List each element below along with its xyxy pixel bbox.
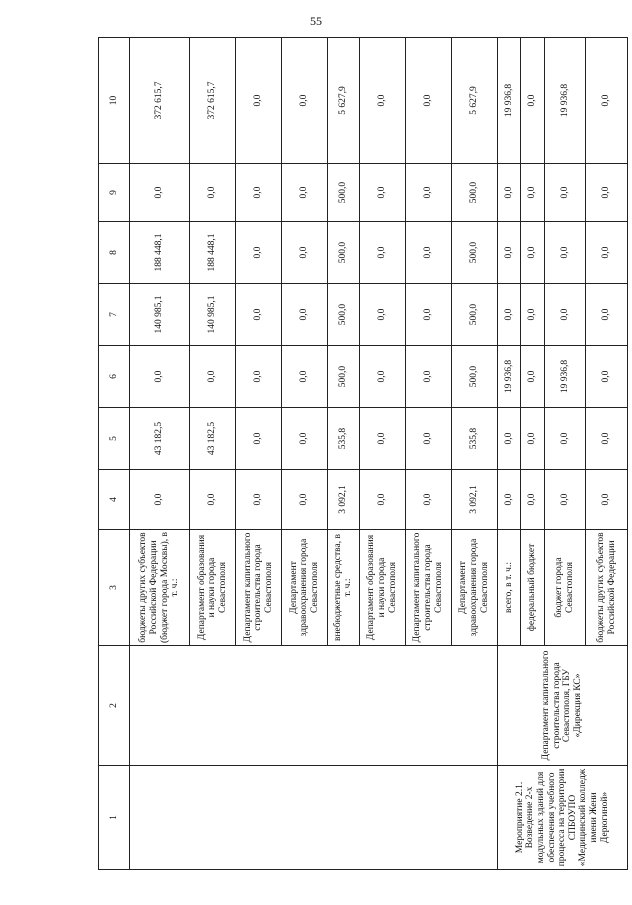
value-cell: 0,0 [586, 38, 628, 164]
value-cell: 188 448,1 [130, 222, 190, 284]
funding-source: Департамент здравоохранения города Севастополя [281, 530, 327, 646]
value-cell: 0,0 [235, 164, 281, 222]
table-row [497, 38, 520, 870]
value-cell: 140 985,1 [190, 284, 236, 346]
value-cell: 0,0 [190, 346, 236, 408]
value-cell: 0,0 [130, 470, 190, 530]
value-cell: 3 092,1 [451, 470, 497, 530]
value-cell: 0,0 [544, 164, 586, 222]
value-cell: 500,0 [451, 284, 497, 346]
event-cell-blank [130, 766, 498, 870]
col-header: 7 [99, 284, 130, 346]
value-cell: 0,0 [405, 408, 451, 470]
value-cell: 0,0 [544, 470, 586, 530]
value-cell: 0,0 [359, 408, 405, 470]
header-row [99, 38, 130, 870]
value-cell: 500,0 [451, 164, 497, 222]
value-cell: 0,0 [281, 164, 327, 222]
value-cell: 0,0 [544, 284, 586, 346]
value-cell: 0,0 [521, 346, 544, 408]
executor-cell-blank [130, 646, 498, 766]
value-cell: 0,0 [497, 408, 520, 470]
value-cell: 0,0 [359, 222, 405, 284]
value-cell: 5 627,9 [451, 38, 497, 164]
value-cell: 500,0 [327, 222, 359, 284]
value-cell: 140 985,1 [130, 284, 190, 346]
value-cell: 0,0 [521, 38, 544, 164]
funding-source: бюджеты других субъектов Российской Федерации (бюджет города Москвы), в т. ч.: [130, 530, 190, 646]
value-cell: 3 092,1 [327, 470, 359, 530]
value-cell: 0,0 [405, 38, 451, 164]
budget-table [98, 37, 628, 870]
funding-source: Департамент образования и науки города Севастополя [190, 530, 236, 646]
value-cell: 0,0 [359, 284, 405, 346]
event-name: Мероприятие 2.1. Возведение 2-х модульных зданий для обеспечения учебного процесса на территории СПБОУПО «Медицинский колледж имени Жени Дерюгиной» [497, 766, 627, 870]
value-cell: 535,8 [451, 408, 497, 470]
value-cell: 0,0 [359, 38, 405, 164]
value-cell: 19 936,8 [544, 38, 586, 164]
value-cell: 535,8 [327, 408, 359, 470]
value-cell: 0,0 [235, 222, 281, 284]
value-cell: 0,0 [586, 408, 628, 470]
value-cell: 0,0 [190, 470, 236, 530]
value-cell: 372 615,7 [190, 38, 236, 164]
value-cell: 0,0 [497, 284, 520, 346]
col-header: 1 [99, 766, 130, 870]
value-cell: 43 182,5 [130, 408, 190, 470]
funding-source: бюджет города Севастополя [544, 530, 586, 646]
value-cell: 0,0 [544, 408, 586, 470]
col-header: 5 [99, 408, 130, 470]
value-cell: 0,0 [235, 284, 281, 346]
value-cell: 0,0 [586, 346, 628, 408]
value-cell: 0,0 [190, 164, 236, 222]
col-header: 8 [99, 222, 130, 284]
col-header: 2 [99, 646, 130, 766]
value-cell: 0,0 [405, 284, 451, 346]
value-cell: 500,0 [327, 284, 359, 346]
value-cell: 0,0 [281, 346, 327, 408]
col-header: 3 [99, 530, 130, 646]
col-header: 10 [99, 38, 130, 164]
funding-source: внебюджетные средства, в т. ч.: [327, 530, 359, 646]
funding-source: федеральный бюджет [521, 530, 544, 646]
value-cell: 0,0 [544, 222, 586, 284]
col-header: 9 [99, 164, 130, 222]
executor-name: Департамент капитального строительства города Севастополя, ГБУ «Дирекция КС» [497, 646, 627, 766]
value-cell: 500,0 [327, 164, 359, 222]
value-cell: 0,0 [586, 284, 628, 346]
value-cell: 0,0 [359, 470, 405, 530]
funding-source: бюджеты других субъектов Российской Федерации [586, 530, 628, 646]
funding-source: Департамент капитального строительства города Севастополя [235, 530, 281, 646]
value-cell: 0,0 [405, 470, 451, 530]
funding-source: Департамент образования и науки города Севастополя [359, 530, 405, 646]
value-cell: 0,0 [281, 408, 327, 470]
value-cell: 0,0 [521, 470, 544, 530]
value-cell: 0,0 [586, 164, 628, 222]
value-cell: 0,0 [235, 346, 281, 408]
value-cell: 0,0 [281, 470, 327, 530]
value-cell: 500,0 [451, 222, 497, 284]
value-cell: 19 936,8 [497, 346, 520, 408]
value-cell: 0,0 [521, 284, 544, 346]
value-cell: 0,0 [521, 164, 544, 222]
value-cell: 19 936,8 [544, 346, 586, 408]
value-cell: 5 627,9 [327, 38, 359, 164]
col-header: 6 [99, 346, 130, 408]
value-cell: 0,0 [405, 346, 451, 408]
value-cell: 500,0 [327, 346, 359, 408]
value-cell: 0,0 [497, 164, 520, 222]
value-cell: 372 615,7 [130, 38, 190, 164]
funding-source: всего, в т. ч.: [497, 530, 520, 646]
value-cell: 0,0 [405, 164, 451, 222]
value-cell: 0,0 [281, 222, 327, 284]
value-cell: 0,0 [281, 38, 327, 164]
value-cell: 0,0 [359, 346, 405, 408]
value-cell: 43 182,5 [190, 408, 236, 470]
value-cell: 0,0 [130, 346, 190, 408]
funding-source: Департамент здравоохранения города Севастополя [451, 530, 497, 646]
value-cell: 500,0 [451, 346, 497, 408]
value-cell: 0,0 [235, 38, 281, 164]
value-cell: 0,0 [405, 222, 451, 284]
value-cell: 0,0 [281, 284, 327, 346]
value-cell: 0,0 [235, 408, 281, 470]
value-cell: 188 448,1 [190, 222, 236, 284]
value-cell: 0,0 [359, 164, 405, 222]
rotated-table-wrapper [98, 38, 628, 870]
value-cell: 0,0 [130, 164, 190, 222]
value-cell: 0,0 [521, 222, 544, 284]
value-cell: 0,0 [497, 470, 520, 530]
funding-source: Департамент капитального строительства города Севастополя [405, 530, 451, 646]
value-cell: 0,0 [497, 222, 520, 284]
value-cell: 19 936,8 [497, 38, 520, 164]
value-cell: 0,0 [586, 222, 628, 284]
value-cell: 0,0 [235, 470, 281, 530]
page-number: 55 [310, 14, 322, 28]
value-cell: 0,0 [521, 408, 544, 470]
col-header: 4 [99, 470, 130, 530]
value-cell: 0,0 [586, 470, 628, 530]
table-row [130, 38, 190, 870]
